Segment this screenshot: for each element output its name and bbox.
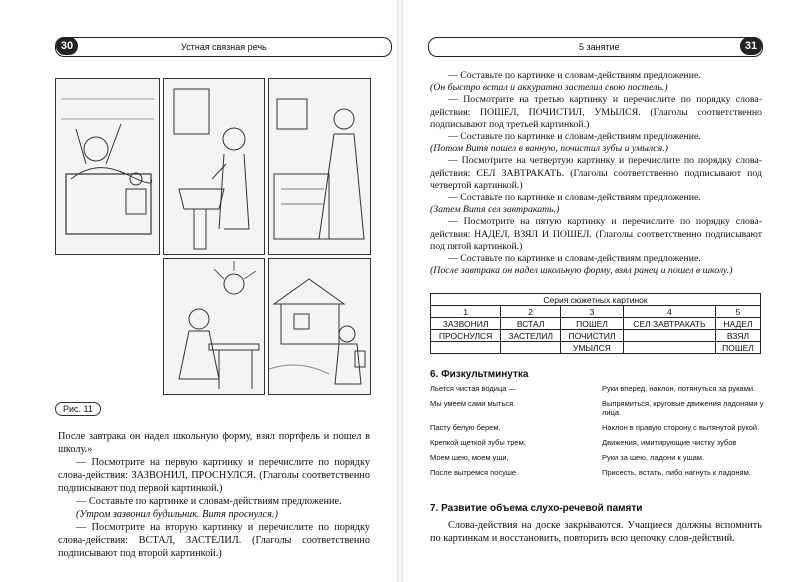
column-header: 2 bbox=[501, 306, 561, 318]
poem-action: Руки вперед, наклон, потянуться за руками. bbox=[602, 384, 756, 393]
paragraph: — Составьте по картинке и словам-действиям предложение. bbox=[76, 496, 342, 507]
paragraph: — Составьте по картинке и словам-действиям предложение. bbox=[448, 131, 701, 143]
poem-line: Пасту белую берем, bbox=[430, 423, 501, 432]
poem-row bbox=[430, 453, 770, 462]
figure-label: Рис. 11 bbox=[55, 402, 101, 416]
picture-series-table bbox=[430, 293, 761, 354]
left-running-header bbox=[55, 37, 392, 57]
poem-line: Мы умеем сами мыться. bbox=[430, 399, 516, 408]
section-6-title: 6. Физкультминутка bbox=[430, 369, 529, 380]
paragraph: Слова-действия на доске закрываются. Учащиеся должны вспомнить по картинкам и восстановить, повторить всю цепочку слов-действий. bbox=[430, 520, 762, 544]
table-row bbox=[431, 342, 761, 354]
poem-action: Выпрямиться, круговые движения ладонями у лица. bbox=[602, 399, 764, 417]
table-cell: ПОШЕЛ bbox=[715, 342, 760, 354]
table-cell: СЕЛ ЗАВТРАКАТЬ bbox=[623, 318, 715, 330]
right-running-header bbox=[428, 37, 763, 57]
table-cell: НАДЕЛ bbox=[715, 318, 760, 330]
picture-2-illustration bbox=[164, 79, 264, 254]
table-cell bbox=[623, 330, 715, 342]
poem-line: Льется чистая водица — bbox=[430, 384, 517, 393]
right-page-number: 31 bbox=[740, 37, 762, 55]
picture-2-washing bbox=[163, 78, 265, 255]
table-header-row bbox=[431, 306, 761, 318]
table-row bbox=[431, 330, 761, 342]
paragraph: — Посмотрите на пятую картинку и перечислите по порядку слова-действия: НАДЕЛ, ВЗЯЛ И ПОШЕЛ. (Глаголы соответственно подписывают под пятой картинкой.) bbox=[430, 216, 762, 252]
poem-line: После вытремся посуше. bbox=[430, 468, 519, 477]
table-cell: ПРОСНУЛСЯ bbox=[431, 330, 501, 342]
poem-row bbox=[430, 423, 770, 432]
table-cell bbox=[501, 342, 561, 354]
left-page-number: 30 bbox=[56, 37, 78, 55]
table-cell: ЗАЗВОНИЛ bbox=[431, 318, 501, 330]
section-7-text-block bbox=[430, 519, 762, 545]
table-caption-row bbox=[431, 294, 761, 306]
table-cell: ПОШЕЛ bbox=[561, 318, 624, 330]
table-cell: УМЫЛСЯ bbox=[561, 342, 624, 354]
paragraph: (Потом Витя пошел в ванную, почистил зубы и умылся.) bbox=[430, 143, 668, 155]
column-header: 1 bbox=[431, 306, 501, 318]
poem-row bbox=[430, 468, 770, 477]
paragraph: (Затем Витя сел завтракать.) bbox=[430, 204, 560, 216]
table-cell: ВСТАЛ bbox=[501, 318, 561, 330]
paragraph: — Составьте по картинке и словам-действиям предложение. bbox=[448, 70, 701, 81]
paragraph: — Посмотрите на вторую картинку и перечислите по порядку слова-действия: ВСТАЛ, ЗАСТЕЛИЛ. (Глаголы соответственно подписывают под второй картинкой.) bbox=[58, 522, 370, 559]
picture-5-illustration bbox=[269, 259, 370, 394]
table-row bbox=[431, 318, 761, 330]
exercise-poem bbox=[430, 384, 770, 483]
poem-row bbox=[430, 399, 770, 417]
table-cell: ВЗЯЛ bbox=[715, 330, 760, 342]
paragraph: После завтрака он надел школьную форму, взял портфель и пошел в школу.» bbox=[58, 431, 370, 455]
picture-3-illustration bbox=[269, 79, 370, 254]
right-header-title: 5 занятие bbox=[579, 42, 620, 52]
picture-1-illustration bbox=[56, 79, 159, 254]
paragraph: — Посмотрите на третью картинку и перечислите по порядку слова-действия: ПОШЕЛ, ПОЧИСТИЛ, УМЫЛСЯ. (Глаголы соответственно подписывают под третьей картинкой.) bbox=[430, 94, 762, 130]
paragraph: — Составьте по картинке и словам-действиям предложение. bbox=[448, 192, 701, 204]
paragraph: (Утром зазвонил будильник. Витя проснулся.) bbox=[76, 509, 278, 520]
left-body-text bbox=[58, 430, 370, 560]
picture-4-illustration bbox=[164, 259, 264, 394]
right-body-text bbox=[430, 70, 762, 277]
table-cell: ЗАСТЕЛИЛ bbox=[501, 330, 561, 342]
poem-row bbox=[430, 438, 770, 447]
picture-4-breakfast bbox=[163, 258, 265, 395]
paragraph: — Посмотрите на первую картинку и перечислите по порядку слова-действия: ЗАЗВОНИЛ, ПРОСНУЛСЯ. (Глаголы соответственно подписывают под первой картинкой.) bbox=[58, 457, 370, 494]
picture-5-going-to-school bbox=[268, 258, 371, 395]
table-caption: Серия сюжетных картинок bbox=[431, 294, 761, 306]
poem-row bbox=[430, 384, 770, 393]
section-7-title: 7. Развитие объема слухо-речевой памяти bbox=[430, 503, 643, 514]
table-cell bbox=[623, 342, 715, 354]
table-cell bbox=[431, 342, 501, 354]
poem-action: Руки за шею, ладони к ушам. bbox=[602, 453, 705, 462]
poem-line: Крепкой щеткой зубы трем. bbox=[430, 438, 526, 447]
column-header: 3 bbox=[561, 306, 624, 318]
paragraph: (После завтрака он надел школьную форму, взял ранец и пошел в школу.) bbox=[430, 265, 733, 277]
paragraph: — Посмотрите на четвертую картинку и перечислите по порядку слова-действия: СЕЛ ЗАВТРАКАТЬ. (Глаголы соответственно подписывают под четвертой картинкой.) bbox=[430, 155, 762, 191]
paragraph: (Он быстро встал и аккуратно застелил свою постель.) bbox=[430, 82, 668, 94]
poem-line: Моем шею, моем уши, bbox=[430, 453, 509, 462]
poem-action: Наклон в правую сторону с вытянутой рукой. bbox=[602, 423, 760, 432]
poem-action: Присесть, встать, либо нагнуть к ладоням. bbox=[602, 468, 751, 477]
left-header-title: Устная связная речь bbox=[181, 42, 267, 52]
table-cell: ПОЧИСТИЛ bbox=[561, 330, 624, 342]
picture-1-alarm bbox=[55, 78, 160, 255]
column-header: 5 bbox=[715, 306, 760, 318]
picture-3-making-bed bbox=[268, 78, 371, 255]
paragraph: — Составьте по картинке и словам-действиям предложение. bbox=[448, 253, 701, 265]
column-header: 4 bbox=[623, 306, 715, 318]
right-page bbox=[400, 0, 800, 582]
poem-action: Движения, имитирующие чистку зубов bbox=[602, 438, 737, 447]
